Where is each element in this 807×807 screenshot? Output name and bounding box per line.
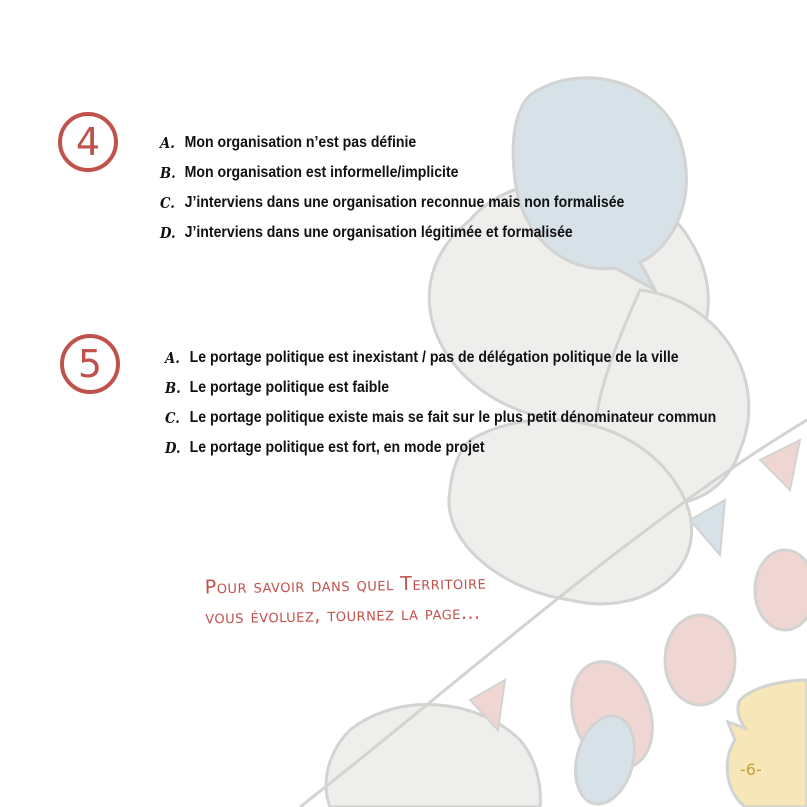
answer-letter: C. (160, 194, 175, 212)
yellow-speech-bubble (727, 680, 807, 807)
grey-cloud-bubble (326, 705, 540, 807)
answer-text: J’interviens dans une organisation légitimée et formalisée (184, 224, 573, 241)
answer-letter: D. (165, 439, 181, 457)
bunting-flag (690, 500, 725, 555)
answer-text: Le portage politique existe mais se fait sur le plus petit dénominateur commun (189, 409, 717, 426)
pink-bubble (755, 550, 807, 630)
answer-text: Mon organisation est informelle/implicite (184, 164, 459, 181)
answer-text: Le portage politique est inexistant / pas de délégation politique de la ville (189, 349, 679, 366)
turn-page-note (204, 568, 487, 633)
answer-4b (160, 160, 624, 190)
answer-letter: A. (160, 134, 175, 152)
question-5-number: 5 (60, 334, 120, 394)
answer-letter: C. (165, 409, 180, 427)
answer-5c (165, 408, 718, 428)
answer-text: Le portage politique est fort, en mode projet (189, 439, 485, 456)
turn-page-note-line-2: vous évoluez, tournez la page... (205, 601, 481, 629)
answer-letter: A. (165, 349, 180, 367)
answer-text: Mon organisation n’est pas définie (184, 134, 417, 151)
answer-4c (160, 190, 624, 220)
answer-text: J’interviens dans une organisation reconnue mais non formalisée (184, 194, 625, 211)
answer-5a (165, 348, 718, 368)
page-number: -6- (740, 760, 762, 779)
answer-4d (160, 220, 624, 250)
answer-4a (160, 130, 624, 160)
pink-bubble (665, 615, 735, 705)
answer-5b (165, 378, 718, 398)
question-5-answers (165, 348, 793, 468)
answer-letter: B. (160, 164, 176, 182)
answer-text: Le portage politique est faible (189, 379, 390, 396)
answer-letter: D. (160, 224, 176, 242)
answer-letter: B. (165, 379, 181, 397)
question-4-answers (160, 130, 688, 250)
question-4-number: 4 (58, 112, 118, 172)
answer-5d (165, 438, 718, 458)
turn-page-note-line-1: Pour savoir dans quel Territoire (204, 571, 487, 599)
